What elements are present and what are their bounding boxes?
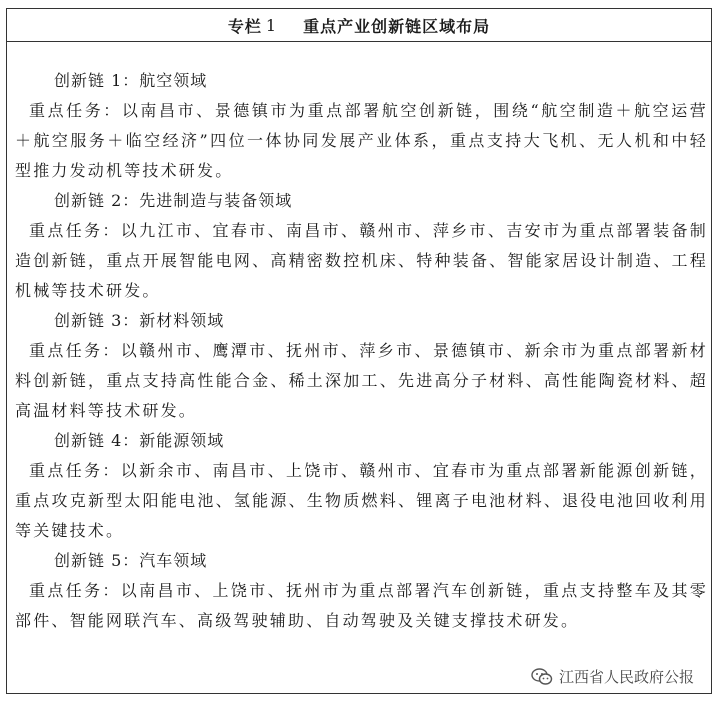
watermark (527, 664, 698, 689)
chain-title: 创新链 2：先进制造与装备领域 (54, 191, 293, 210)
chain-title: 创新链 1：航空领域 (54, 71, 208, 90)
box-title: 重点产业创新链区域布局 (303, 16, 491, 36)
box-number: 1 (265, 15, 278, 35)
chain-title: 创新链 5：汽车领域 (54, 551, 208, 570)
wechat-icon (531, 668, 553, 686)
box-label: 专栏 (227, 16, 262, 36)
chain-item (15, 306, 708, 426)
chain-task: 重点任务：以南昌市、上饶市、抚州市为重点部署汽车创新链，重点支持整车及其零部件、智能网联汽车、高级驾驶辅助、自动驾驶及关键支撑技术研发。 (15, 581, 708, 630)
chain-item (15, 66, 708, 186)
chain-item (15, 546, 708, 636)
watermark-text: 江西省人民政府公报 (558, 668, 694, 686)
chain-title: 创新链 3：新材料领域 (54, 311, 225, 330)
chain-item (15, 426, 708, 546)
chain-title: 创新链 4：新能源领域 (54, 431, 225, 450)
chain-task: 重点任务：以九江市、宜春市、南昌市、赣州市、萍乡市、吉安市为重点部署装备制造创新链，重点开展智能电网、高精密数控机床、特种装备、智能家居设计制造、工程机械等技术研发。 (15, 221, 708, 300)
chain-task: 重点任务：以赣州市、鹰潭市、抚州市、萍乡市、景德镇市、新余市为重点部署新材料创新链，重点支持高性能合金、稀土深加工、先进高分子材料、高性能陶瓷材料、超高温材料等技术研发。 (15, 341, 708, 420)
chain-task: 重点任务：以南昌市、景德镇市为重点部署航空创新链，围绕“航空制造＋航空运营＋航空服务＋临空经济”四位一体协同发展产业体系，重点支持大飞机、无人机和中轻型推力发动机等技术研发。 (15, 101, 708, 180)
chain-list (15, 66, 708, 636)
box-header (7, 9, 711, 42)
chain-task: 重点任务：以新余市、南昌市、上饶市、赣州市、宜春市为重点部署新能源创新链，重点攻克新型太阳能电池、氢能源、生物质燃料、锂离子电池材料、退役电池回收利用等关键技术。 (15, 461, 708, 540)
chain-item (15, 186, 708, 306)
